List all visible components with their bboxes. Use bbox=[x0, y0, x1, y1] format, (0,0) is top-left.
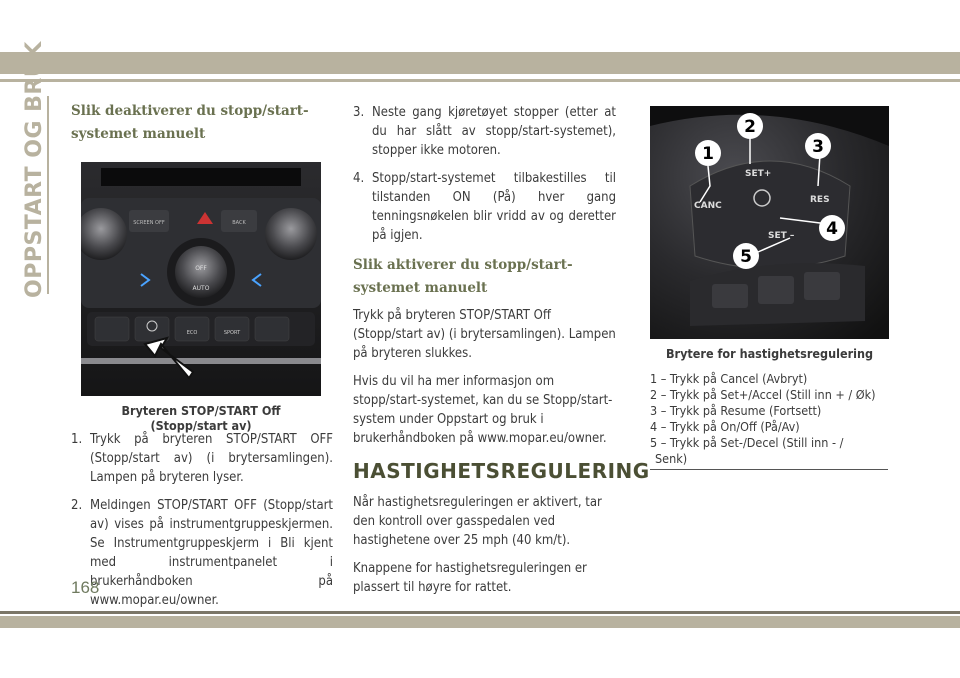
right-temp-knob-icon bbox=[265, 208, 317, 260]
step-1-num: 1. bbox=[71, 432, 83, 447]
disable-heading: Slik deaktiverer du stopp/start-systemet manuelt bbox=[71, 103, 309, 142]
legend-rule bbox=[650, 469, 888, 470]
step-1 bbox=[71, 430, 333, 487]
fan-off-label: OFF bbox=[195, 265, 207, 272]
sport-label: SPORT bbox=[223, 330, 241, 336]
set-minus-label: SET – bbox=[768, 231, 795, 241]
canc-label: CANC bbox=[694, 201, 722, 211]
callout-4: 4 bbox=[826, 219, 838, 239]
callout-2: 2 bbox=[744, 117, 756, 137]
cruise-legend bbox=[650, 371, 890, 467]
distance-button-1 bbox=[758, 276, 794, 304]
left-steps bbox=[71, 430, 333, 619]
step-2 bbox=[71, 496, 333, 610]
stop-start-switch-photo bbox=[81, 162, 321, 396]
enable-paragraph: Trykk på bryteren STOP/START Off (Stopp/start av) (i brytersamlingen). Lampen på bryteren slukkes. bbox=[353, 308, 616, 361]
legend-item-3: 3 – Trykk på Resume (Fortsett) bbox=[650, 403, 822, 418]
res-label: RES bbox=[810, 195, 830, 205]
callout-5: 5 bbox=[740, 247, 752, 267]
eco-label: ECO bbox=[186, 330, 198, 336]
callout-3: 3 bbox=[812, 137, 824, 157]
cruise-switches-photo bbox=[650, 106, 889, 339]
auto-label: AUTO bbox=[192, 285, 210, 292]
legend-item-5-cont: Senk) bbox=[655, 451, 688, 466]
step-3-text: Neste gang kjøretøyet stopper (etter at du har slått av stopp/start-systemet), stopper ikke motoren. bbox=[372, 105, 616, 158]
legend-item-1: 1 – Trykk på Cancel (Avbryt) bbox=[650, 371, 808, 386]
sidebar-title-text: OPPSTART OG BRUK bbox=[22, 41, 47, 298]
lane-assist-button bbox=[712, 284, 748, 308]
step-4-num: 4. bbox=[353, 171, 365, 186]
step-3-num: 3. bbox=[353, 105, 365, 120]
cruise-intro-paragraph: Når hastighetsreguleringen er aktivert, tar den kontroll over gasspedalen ved hastighetene over 25 mph (40 km/t). bbox=[353, 495, 602, 548]
left-heading-block bbox=[71, 100, 333, 146]
sidebar-rule bbox=[47, 96, 49, 294]
cruise-buttons-paragraph: Knappene for hastighetsreguleringen er plassert til høyre for rattet. bbox=[353, 561, 587, 595]
cruise-section-title: HASTIGHETSREGULERING bbox=[353, 459, 650, 483]
step-2-text: Meldingen STOP/START OFF (Stopp/start av) vises på instrumentgruppeskjermen. Se Instrumentgruppeskjerm i Bli kjent med instrumentpanelet i brukerhåndboken på www.mopar.eu/owner. bbox=[90, 498, 333, 608]
climate-panel-illustration bbox=[81, 162, 321, 396]
set-plus-label: SET+ bbox=[745, 169, 772, 179]
left-figure-caption: Bryteren STOP/START Off (Stopp/start av) bbox=[121, 403, 281, 433]
page-number: 168 bbox=[71, 578, 100, 597]
distance-button-2 bbox=[804, 272, 840, 300]
legend-item-5: 5 – Trykk på Set-/Decel (Still inn - / bbox=[650, 435, 844, 450]
middle-column bbox=[353, 103, 650, 597]
top-band bbox=[0, 52, 960, 74]
step-3 bbox=[353, 103, 616, 160]
step-4 bbox=[353, 169, 616, 245]
right-figure-caption: Brytere for hastighetsregulering bbox=[665, 346, 874, 361]
callout-1: 1 bbox=[702, 144, 714, 164]
steering-wheel-illustration bbox=[650, 106, 889, 339]
step-1-text: Trykk på bryteren STOP/START OFF (Stopp/start av) (i brytersamlingen). Lampen på bryteren lyser. bbox=[90, 432, 333, 485]
enable-heading: Slik aktiverer du stopp/start-systemet manuelt bbox=[353, 257, 573, 296]
more-info-paragraph: Hvis du vil ha mer informasjon om stopp/start-systemet, kan du se Stopp/start-system under Oppstart og bruk i brukerhåndboken på www.mopar.eu/owner. bbox=[353, 374, 613, 446]
legend-item-2: 2 – Trykk på Set+/Accel (Still inn + / Øk) bbox=[650, 387, 876, 402]
top-rule bbox=[0, 79, 960, 82]
legend-item-4: 4 – Trykk på On/Off (På/Av) bbox=[650, 419, 800, 434]
step-4-text: Stopp/start-systemet tilbakestilles til tilstanden ON (På) hver gang tenningsnøkelen blir vridd av og deretter på igjen. bbox=[372, 171, 616, 243]
back-label: BACK bbox=[232, 220, 246, 226]
step-2-num: 2. bbox=[71, 498, 83, 513]
screen-off-label: SCREEN OFF bbox=[133, 220, 165, 226]
